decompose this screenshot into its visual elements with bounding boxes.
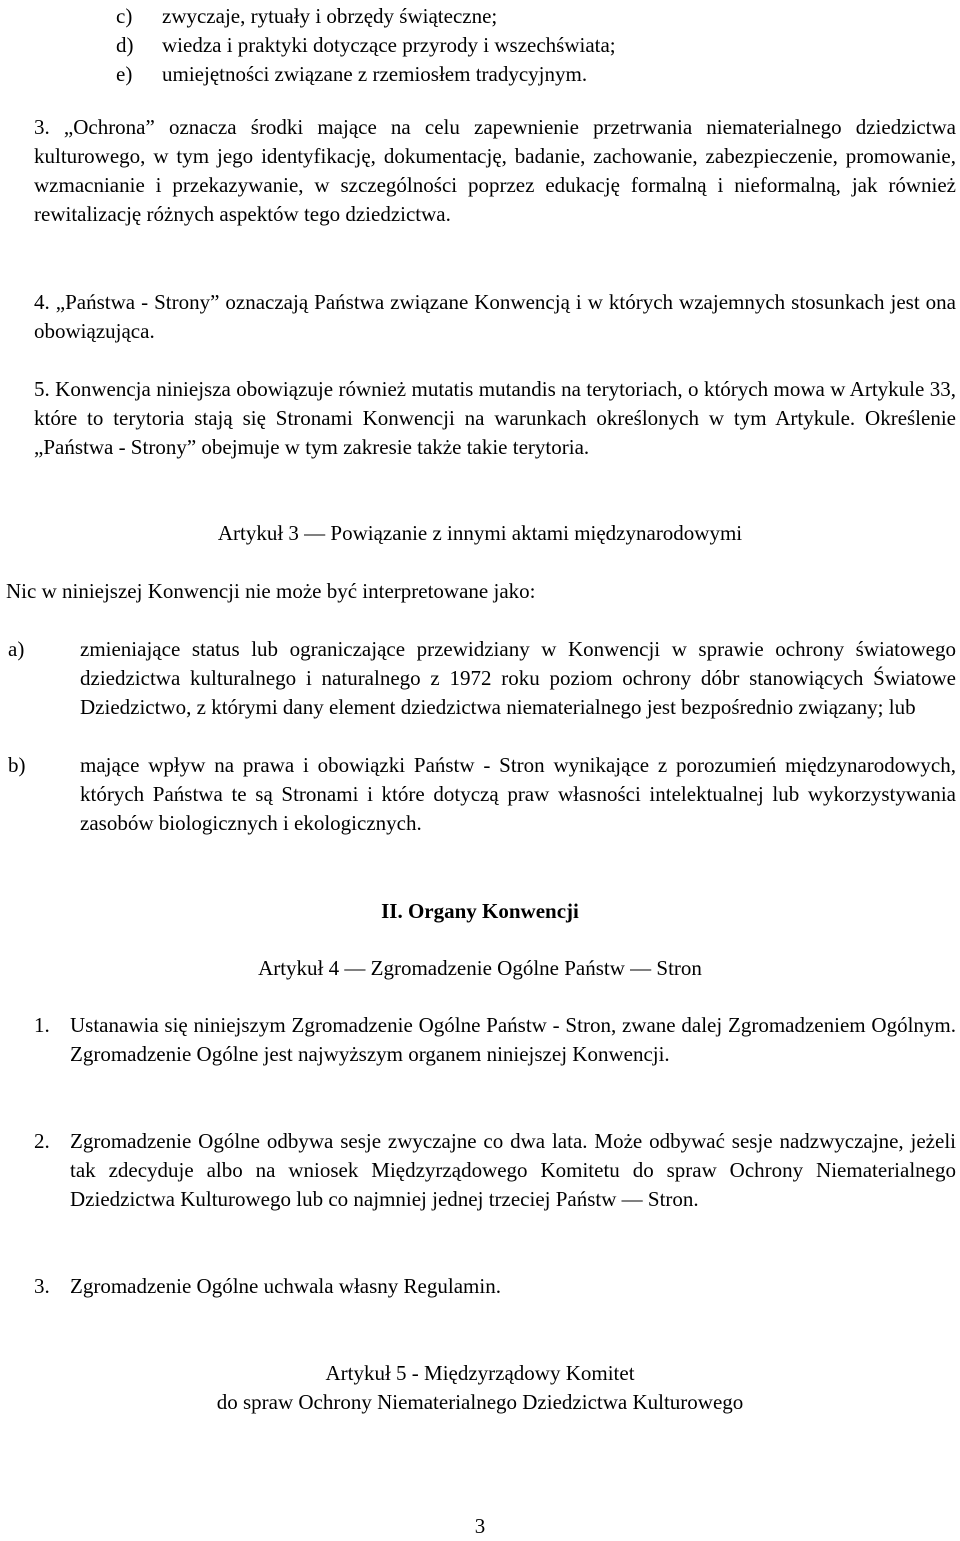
item-label: 1. [34,1013,50,1037]
article-3-intro: Nic w niniejszej Konwencji nie może być interpretowane jako: [6,579,536,603]
article-5-heading-line-2: do spraw Ochrony Niematerialnego Dziedzictwa Kulturowego [216,1390,744,1414]
paragraph-4: 4. „Państwa - Strony” oznaczają Państwa związane Konwencją i w których wzajemnych stosunkach jest ona obowiązująca. [34,290,956,343]
item-label: 2. [34,1129,50,1153]
item-text: zmieniające status lub ograniczające przewidziany w Konwencji w sprawie ochrony światowego dziedzictwa kulturalnego i naturalnego z 1972 roku poziom ochrony dóbr stanowiących Światowe Dziedzictwo, z którymi dany element dziedzictwa niematerialnego jest bezpośrednio związany; lub [80,637,956,719]
list-item-d [116,31,616,60]
list-item-text: umiejętności związane z rzemiosłem tradycyjnym. [162,62,588,86]
list-item-c [116,2,497,31]
item-label: a) [8,637,25,661]
item-text: Zgromadzenie Ogólne uchwala własny Regulamin. [70,1274,501,1298]
section-title: II. Organy Konwencji [381,899,579,923]
list-item-e [116,60,587,89]
list-item-label: d) [116,33,134,57]
list-item-label: e) [116,62,133,86]
item-text: mające wpływ na prawa i obowiązki Państw - Stron wynikające z porozumień międzynarodowych, których Państwa te są Stronami i które dotyczą praw własności intelektualnej lub wykorzystywania zasobów biologicznych i ekologicznych. [80,753,956,835]
item-label: b) [8,753,26,777]
article-3-heading: Artykuł 3 — Powiązanie z innymi aktami międzynarodowymi [217,521,743,545]
article-4-heading: Artykuł 4 — Zgromadzenie Ogólne Państw — Stron [258,956,702,980]
list-item-text: zwyczaje, rytuały i obrzędy świąteczne; [162,4,498,28]
item-text: Ustanawia się niniejszym Zgromadzenie Ogólne Państw - Stron, zwane dalej Zgromadzeniem Ogólnym. Zgromadzenie Ogólne jest najwyższym organem niniejszej Konwencji. [70,1013,956,1066]
article-5-heading-line-1: Artykuł 5 - Międzyrządowy Komitet [325,1361,635,1385]
list-item-label: c) [116,4,133,28]
item-text: Zgromadzenie Ogólne odbywa sesje zwyczajne co dwa lata. Może odbywać sesje nadzwyczajne, jeżeli tak zdecyduje albo na wniosek Międzyrządowego Komitetu do spraw Ochrony Niematerialnego Dziedzictwa Kulturowego lub co najmniej jednej trzeciej Państw — Stron. [70,1129,956,1211]
paragraph-3: 3. „Ochrona” oznacza środki mające na celu zapewnienie przetrwania niematerialnego dziedzictwa kulturowego, w tym jego identyfikację, dokumentację, badanie, zachowanie, zabezpieczenie, promowanie, wzmacnianie i przekazywanie, w szczególności poprzez edukację formalną i nieformalną, jak również rewitalizację różnych aspektów tego dziedzictwa. [34,115,956,226]
item-label: 3. [34,1274,50,1298]
list-item-text: wiedza i praktyki dotyczące przyrody i wszechświata; [162,33,616,57]
paragraph-5: 5. Konwencja niniejsza obowiązuje również mutatis mutandis na terytoriach, o których mowa w Artykule 33, które to terytoria stają się Stronami Konwencji na warunkach określonych w tym Artykule. Określenie „Państwa - Strony” obejmuje w tym zakresie także takie terytoria. [34,377,956,459]
page-number: 3 [474,1514,486,1538]
